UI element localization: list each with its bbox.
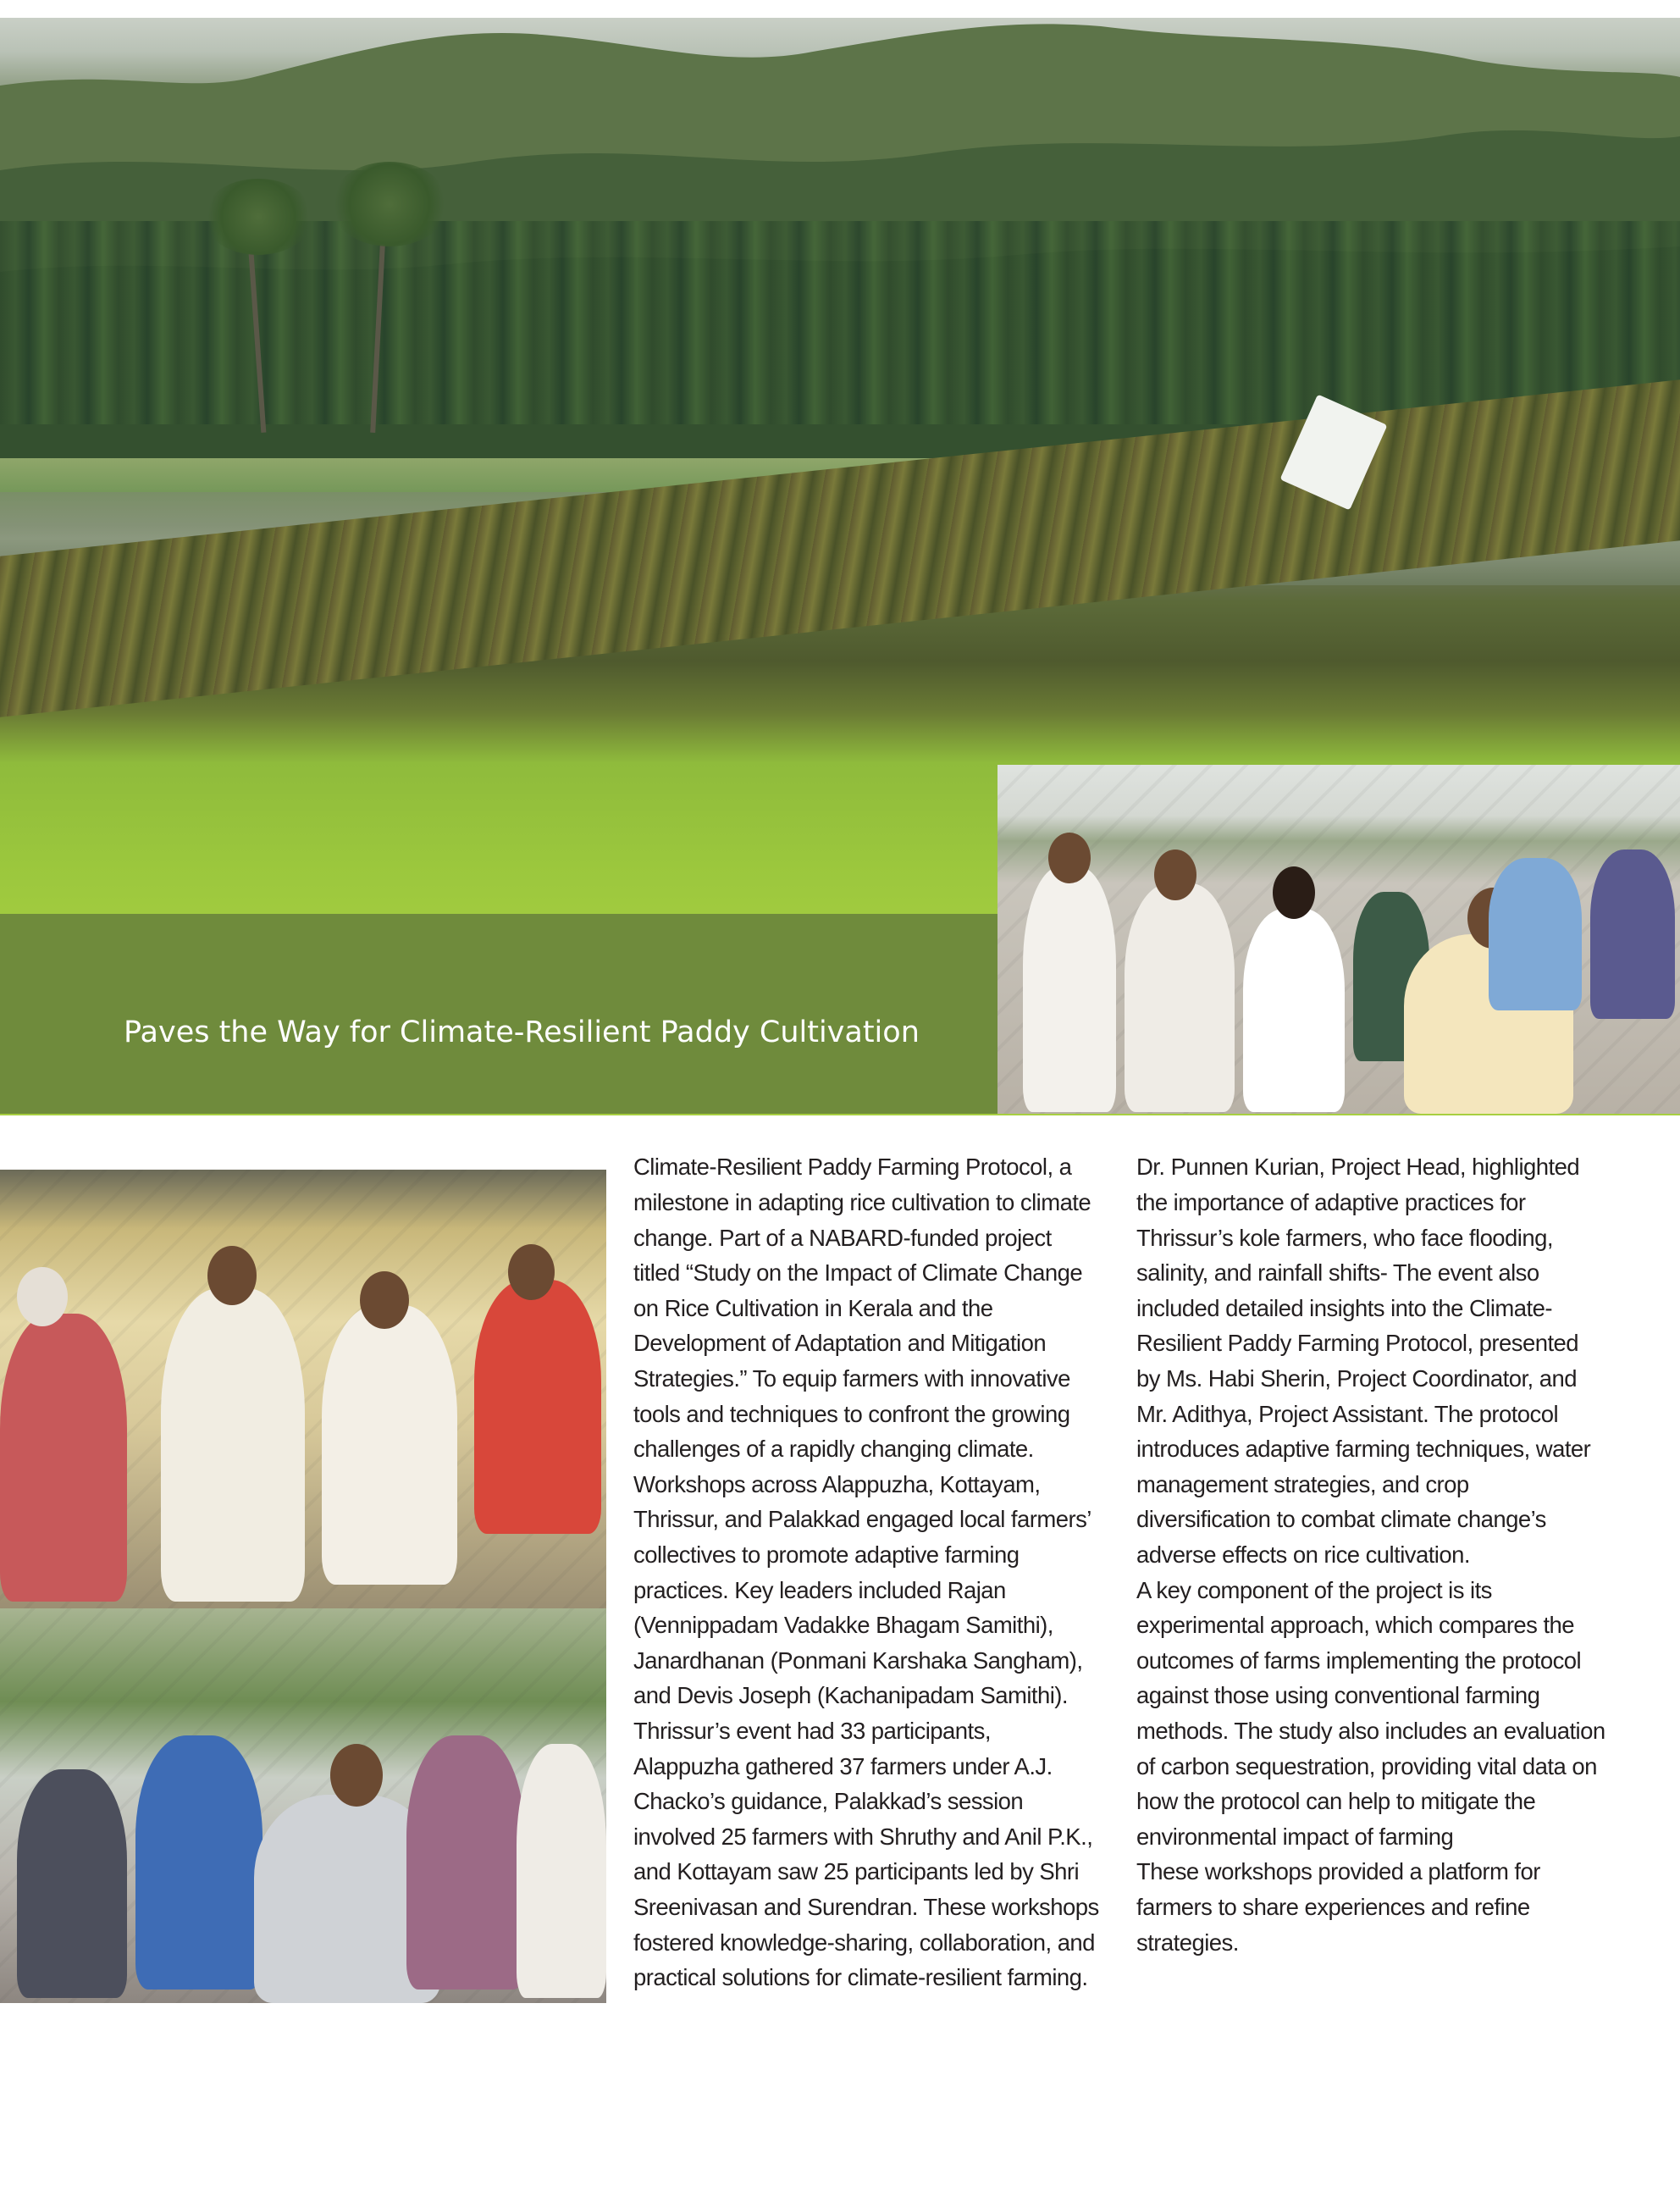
participant-head (1273, 866, 1315, 919)
palm-tree-crown (330, 162, 449, 246)
participant (0, 1314, 127, 1602)
column-1-paragraph: Climate-Resilient Paddy Farming Protocol, a milestone in adapting rice cultivation to climate change. Part of a NABARD-funded project titled “Study on the Impact of Climate Change on Rice Cultivation in Kerala and the Development of Adaptation and Mitigation Strategies.” To equip farmers with innovative tools and techniques to confront the growing challenges of a rapidly changing climate. Workshops across Alappuzha, Kottayam, Thrissur, and Palakkad engaged local farmers’ collectives to promote adaptive farming practices. Key leaders included Rajan (Vennippadam Vadakke Bhagam Samithi), Janardhanan (Ponmani Karshaka Sangham), and Devis Joseph (Kachanipadam Samithi). Thrissur’s event had 33 participants, Alappuzha gathered 37 farmers under A.J. Chacko’s guidance, Palakkad’s session involved 25 farmers with Shruthy and Anil P.K., and Kottayam saw 25 participants led by Shri Sreenivasan and Surendran. These workshops fostered knowledge-sharing, collaboration, and practical solutions for climate-resilient farming. (633, 1154, 1099, 1991)
participant (1243, 909, 1345, 1112)
title-band (0, 914, 998, 1114)
article-column-2 (1136, 1149, 1607, 1960)
participant (135, 1735, 262, 1990)
workshop-outdoor-photo (998, 765, 1680, 1114)
participant (322, 1305, 457, 1585)
participant (1590, 849, 1675, 1019)
participant-head (330, 1744, 383, 1807)
participant-head (17, 1267, 68, 1326)
article-column-1 (633, 1149, 1101, 1995)
participant (1125, 883, 1235, 1112)
participant-head (508, 1244, 555, 1300)
participant (517, 1744, 606, 1998)
participant (406, 1735, 525, 1990)
participant (161, 1288, 305, 1602)
participant (1489, 858, 1582, 1010)
workshop-indoor-photo (0, 1170, 606, 1608)
participant-head (207, 1246, 257, 1305)
participant (17, 1769, 127, 1998)
column-2-paragraph-2: A key component of the project is its experimental approach, which compares the outcomes of farms implementing the protocol against those using conventional farming methods. The study also includes an evaluation of carbon sequestration, providing vital data on how the protocol can help to mitigate the environmental impact of farming (1136, 1576, 1605, 1850)
column-2-paragraph-3: These workshops provided a platform for farmers to share experiences and refine strategies. (1136, 1858, 1540, 1956)
participant (1023, 866, 1116, 1112)
palm-tree-crown (203, 179, 313, 255)
workshop-hall-photo (0, 1608, 606, 2003)
participant (474, 1280, 601, 1534)
article-subtitle: Paves the Way for Climate-Resilient Paddy Cultivation (124, 1016, 920, 1050)
participant-head (360, 1271, 409, 1329)
column-2-paragraph-1: Dr. Punnen Kurian, Project Head, highlighted the importance of adaptive practices for Thrissur’s kole farmers, who face flooding, salinity, and rainfall shifts- The event also included detailed insights into the Climate-Resilient Paddy Farming Protocol, presented by Ms. Habi Sherin, Project Coordinator, and Mr. Adithya, Project Assistant. The protocol introduces adaptive farming techniques, water management strategies, and crop diversification to combat climate change’s adverse effects on rice cultivation. (1136, 1154, 1591, 1568)
